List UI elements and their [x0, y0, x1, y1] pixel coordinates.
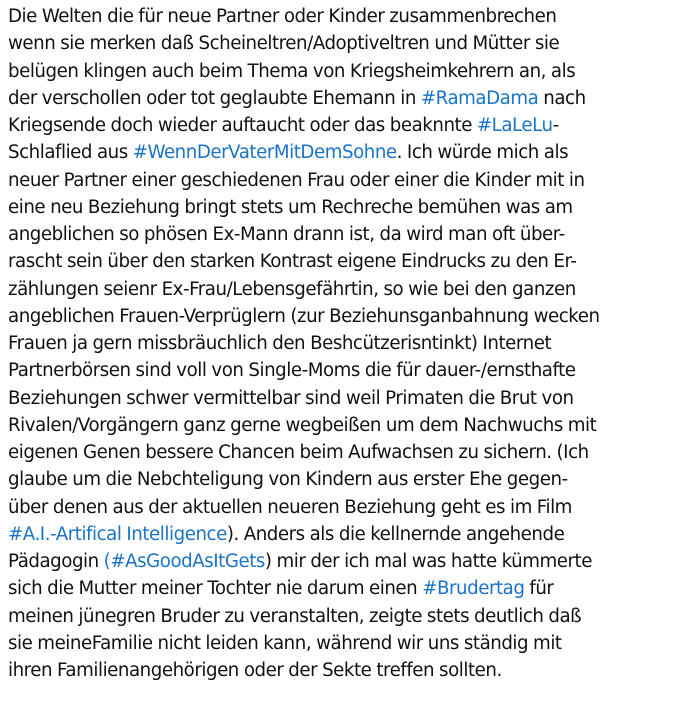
- text-segment: rascht sein über den starken Kontrast eigene Eindrucks zu den Er-: [8, 251, 577, 273]
- text-line: [8, 167, 676, 194]
- text-line: [8, 494, 676, 521]
- text-segment: für: [524, 578, 554, 600]
- text-segment: wenn sie merken daß Scheineltren/Adoptiveltren und Mütter sie: [8, 33, 560, 55]
- hashtag-link[interactable]: #Brudertag: [422, 578, 525, 600]
- text-segment: ihren Familienangehörigen oder der Sekte treffen sollten.: [8, 660, 502, 681]
- text-line: [8, 194, 676, 221]
- text-segment: eigenen Genen bessere Chancen beim Aufwachsen zu sichern. (Ich: [8, 442, 589, 463]
- text-segment: Frauen ja gern missbräuchlich den Beshcützerisntinkt) Internet: [8, 333, 552, 354]
- text-line: [8, 30, 676, 57]
- text-line: [8, 439, 676, 466]
- text-line: [8, 85, 676, 112]
- text-line: [8, 357, 676, 384]
- text-segment: eine neu Beziehung bringt stets um Rechreche bemühen was am: [8, 196, 573, 218]
- text-line: [8, 466, 676, 493]
- text-segment: Schlaflied aus: [8, 142, 133, 164]
- text-segment: sie meineFamilie nicht leiden kann, während wir uns ständig mit: [8, 632, 562, 654]
- text-segment: -: [552, 115, 559, 136]
- text-segment: belügen klingen auch beim Thema von Kriegsheimkehrern an, als: [8, 60, 576, 82]
- hashtag-link[interactable]: (#AsGoodAsItGets: [103, 551, 265, 572]
- text-line: [8, 248, 676, 275]
- text-line: [8, 139, 676, 166]
- text-segment: angeblichen Frauen-Verprüglern (zur Beziehunsganbahnung wecken: [8, 305, 600, 327]
- text-segment: . Ich würde mich als: [396, 142, 569, 164]
- text-segment: der verschollen oder tot geglaubte Ehemann in: [8, 87, 421, 109]
- text-segment: glaube um die Nebchteligung von Kindern aus erster Ehe gegen-: [8, 469, 568, 491]
- text-line: [8, 521, 676, 548]
- text-segment: Kriegsende doch wieder auftaucht oder das beaknnte: [8, 115, 477, 136]
- text-segment: über denen aus der aktuellen neueren Beziehung geht es im Film: [8, 496, 572, 518]
- text-line: [8, 58, 676, 85]
- text-line: [8, 112, 676, 139]
- text-segment: ). Anders als die kellnernde angehende: [226, 523, 565, 545]
- text-segment: neuer Partner einer geschiedenen Frau oder einer die Kinder mit in: [8, 169, 585, 191]
- text-segment: Beziehungen schwer vermittelbar sind weil Primaten die Brut von: [8, 387, 574, 409]
- text-line: [8, 412, 676, 439]
- text-segment: angeblichen so phösen Ex-Mann drann ist, da wird man oft über-: [8, 224, 565, 245]
- text-line: [8, 221, 676, 248]
- text-line: [8, 3, 676, 30]
- text-line: [8, 330, 676, 357]
- text-segment: Partnerbörsen sind voll von Single-Moms die für dauer-/ernsthafte: [8, 360, 576, 382]
- text-line: [8, 303, 676, 330]
- text-line: [8, 630, 676, 657]
- text-segment: nach: [538, 87, 586, 109]
- text-segment: sich die Mutter meiner Tochter nie darum einen: [8, 578, 423, 600]
- text-line: [8, 603, 676, 630]
- hashtag-link[interactable]: #RamaDama: [420, 87, 539, 109]
- text-segment: zählungen seienr Ex-Frau/Lebensgefährtin, so wie bei den ganzen: [8, 278, 576, 300]
- text-segment: Die Welten die für neue Partner oder Kinder zusammenbrechen: [8, 6, 557, 27]
- text-line: [8, 575, 676, 602]
- hashtag-link[interactable]: #LaLeLu: [476, 115, 553, 136]
- text-segment: meinen jünegren Bruder zu veranstalten, zeigte stets deutlich daß: [8, 605, 582, 627]
- text-line: [8, 657, 676, 684]
- text-line: [8, 276, 676, 303]
- text-segment: ) mir der ich mal was hatte kümmerte: [264, 551, 592, 572]
- post-text-body: [8, 3, 676, 684]
- hashtag-link[interactable]: #A.I.-Artifical Intelligence: [8, 523, 227, 545]
- text-line: [8, 548, 676, 575]
- text-segment: Rivalen/Vorgängern ganz gerne wegbeißen um dem Nachwuchs mit: [8, 414, 597, 436]
- text-line: [8, 385, 676, 412]
- text-segment: Pädagogin: [8, 551, 104, 572]
- hashtag-link[interactable]: #WennDerVaterMitDemSohne: [132, 142, 397, 164]
